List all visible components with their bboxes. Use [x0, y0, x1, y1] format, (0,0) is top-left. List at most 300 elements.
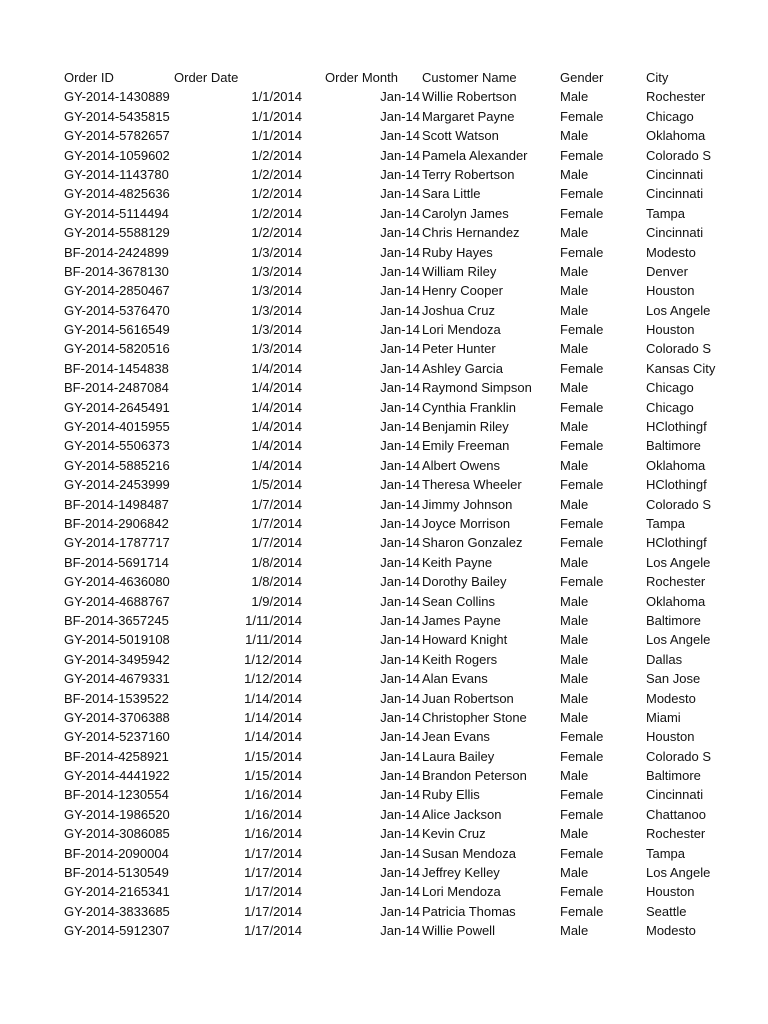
gender-cell[interactable]: Male: [560, 166, 589, 182]
order-date-cell[interactable]: 1/7/2014: [251, 535, 302, 551]
customer-name-cell[interactable]: Laura Bailey: [422, 748, 495, 764]
customer-name-cell[interactable]: Keith Rogers: [422, 651, 498, 667]
gender-cell[interactable]: Female: [560, 845, 604, 861]
order-date-cell[interactable]: 1/4/2014: [251, 380, 302, 396]
gender-cell[interactable]: Male: [560, 283, 589, 299]
city-cell[interactable]: Oklahoma: [646, 593, 706, 609]
city-cell[interactable]: Cincinnati: [646, 225, 704, 241]
order-date-cell[interactable]: 1/4/2014: [251, 438, 302, 454]
city-cell[interactable]: Houston: [646, 729, 695, 745]
customer-name-cell[interactable]: Theresa Wheeler: [422, 477, 522, 493]
table-row: [0, 436, 768, 455]
order-id-cell[interactable]: BF-2014-2487084: [64, 380, 169, 396]
table-row: [0, 378, 768, 397]
gender-cell[interactable]: Female: [560, 903, 604, 919]
order-month-cell[interactable]: Jan-14: [380, 865, 420, 881]
customer-name-cell[interactable]: Joshua Cruz: [422, 302, 495, 318]
city-cell[interactable]: Cincinnati: [646, 787, 704, 803]
customer-name-cell[interactable]: Sean Collins: [422, 593, 495, 609]
gender-cell[interactable]: Female: [560, 535, 604, 551]
customer-name-cell[interactable]: Lori Mendoza: [422, 322, 501, 338]
order-id-cell[interactable]: BF-2014-3657245: [64, 612, 169, 628]
gender-cell[interactable]: Male: [560, 865, 589, 881]
gender-cell[interactable]: Female: [560, 244, 604, 260]
table-row: [0, 650, 768, 669]
gender-cell[interactable]: Female: [560, 806, 604, 822]
city-cell[interactable]: HClothingf: [646, 535, 707, 551]
order-date-cell[interactable]: 1/8/2014: [251, 554, 302, 570]
order-month-cell[interactable]: Jan-14: [380, 903, 420, 919]
table-row: [0, 553, 768, 572]
order-id-cell[interactable]: GY-2014-5885216: [64, 457, 170, 473]
table-row: [0, 805, 768, 824]
order-date-cell[interactable]: 1/1/2014: [251, 108, 302, 124]
city-cell[interactable]: Colorado S: [646, 748, 712, 764]
table-row: [0, 727, 768, 746]
order-date-cell[interactable]: 1/7/2014: [251, 515, 302, 531]
order-month-cell[interactable]: Jan-14: [380, 806, 420, 822]
city-cell[interactable]: Modesto: [646, 923, 696, 939]
header-order-date[interactable]: Order Date: [174, 70, 239, 85]
customer-name-cell[interactable]: Emily Freeman: [422, 438, 510, 454]
city-cell[interactable]: Houston: [646, 884, 695, 900]
city-cell[interactable]: Miami: [646, 709, 681, 725]
order-id-cell[interactable]: GY-2014-1787717: [64, 535, 170, 551]
customer-name-cell[interactable]: William Riley: [422, 263, 497, 279]
order-id-cell[interactable]: GY-2014-1986520: [64, 806, 170, 822]
city-cell[interactable]: Baltimore: [646, 612, 701, 628]
city-cell[interactable]: Chicago: [646, 399, 694, 415]
order-month-cell[interactable]: Jan-14: [380, 341, 420, 357]
order-id-cell[interactable]: BF-2014-5130549: [64, 865, 169, 881]
order-date-cell[interactable]: 1/12/2014: [244, 671, 302, 687]
table-row: [0, 223, 768, 242]
gender-cell[interactable]: Female: [560, 884, 604, 900]
order-month-cell[interactable]: Jan-14: [380, 496, 420, 512]
order-month-cell[interactable]: Jan-14: [380, 477, 420, 493]
order-month-cell[interactable]: Jan-14: [380, 787, 420, 803]
table-row: [0, 630, 768, 649]
order-id-cell[interactable]: GY-2014-4688767: [64, 593, 170, 609]
customer-name-cell[interactable]: Christopher Stone: [422, 709, 527, 725]
order-id-cell[interactable]: GY-2014-4825636: [64, 186, 170, 202]
gender-cell[interactable]: Male: [560, 671, 589, 687]
order-month-cell[interactable]: Jan-14: [380, 748, 420, 764]
gender-cell[interactable]: Female: [560, 186, 604, 202]
gender-cell[interactable]: Female: [560, 477, 604, 493]
order-date-cell[interactable]: 1/17/2014: [244, 845, 302, 861]
city-cell[interactable]: HClothingf: [646, 419, 707, 435]
city-cell[interactable]: Modesto: [646, 244, 696, 260]
city-cell[interactable]: Chicago: [646, 108, 694, 124]
gender-cell[interactable]: Female: [560, 322, 604, 338]
table-row: [0, 398, 768, 417]
customer-name-cell[interactable]: Patricia Thomas: [422, 903, 516, 919]
order-month-cell[interactable]: Jan-14: [380, 205, 420, 221]
gender-cell[interactable]: Female: [560, 205, 604, 221]
customer-name-cell[interactable]: Chris Hernandez: [422, 225, 520, 241]
city-cell[interactable]: Seattle: [646, 903, 687, 919]
order-date-cell[interactable]: 1/4/2014: [251, 399, 302, 415]
city-cell[interactable]: Kansas City: [646, 360, 716, 376]
spreadsheet: [0, 68, 768, 941]
gender-cell[interactable]: Male: [560, 632, 589, 648]
table-row: [0, 204, 768, 223]
order-id-cell[interactable]: BF-2014-4258921: [64, 748, 169, 764]
order-id-cell[interactable]: GY-2014-2850467: [64, 283, 170, 299]
order-month-cell[interactable]: Jan-14: [380, 651, 420, 667]
order-id-cell[interactable]: GY-2014-5019108: [64, 632, 170, 648]
order-date-cell[interactable]: 1/3/2014: [251, 322, 302, 338]
order-id-cell[interactable]: GY-2014-5506373: [64, 438, 170, 454]
order-id-cell[interactable]: GY-2014-5237160: [64, 729, 170, 745]
order-month-cell[interactable]: Jan-14: [380, 729, 420, 745]
order-month-cell[interactable]: Jan-14: [380, 690, 420, 706]
order-id-cell[interactable]: BF-2014-2906842: [64, 515, 169, 531]
order-date-cell[interactable]: 1/15/2014: [244, 768, 302, 784]
customer-name-cell[interactable]: Jimmy Johnson: [422, 496, 513, 512]
order-date-cell[interactable]: 1/3/2014: [251, 341, 302, 357]
gender-cell[interactable]: Female: [560, 438, 604, 454]
customer-name-cell[interactable]: Juan Robertson: [422, 690, 514, 706]
city-cell[interactable]: Colorado S: [646, 496, 712, 512]
city-cell[interactable]: Los Angele: [646, 554, 711, 570]
gender-cell[interactable]: Male: [560, 651, 589, 667]
city-cell[interactable]: Dallas: [646, 651, 683, 667]
order-month-cell[interactable]: Jan-14: [380, 399, 420, 415]
table-row: [0, 533, 768, 552]
table-row: [0, 592, 768, 611]
city-cell[interactable]: Denver: [646, 263, 688, 279]
order-date-cell[interactable]: 1/17/2014: [244, 865, 302, 881]
city-cell[interactable]: Tampa: [646, 845, 686, 861]
customer-name-cell[interactable]: Benjamin Riley: [422, 419, 509, 435]
order-id-cell[interactable]: GY-2014-1430889: [64, 89, 170, 105]
order-date-cell[interactable]: 1/12/2014: [244, 651, 302, 667]
order-date-cell[interactable]: 1/1/2014: [251, 89, 302, 105]
order-month-cell[interactable]: Jan-14: [380, 89, 420, 105]
order-id-cell[interactable]: GY-2014-2453999: [64, 477, 170, 493]
header-order-id[interactable]: Order ID: [64, 70, 114, 85]
gender-cell[interactable]: Male: [560, 457, 589, 473]
header-city[interactable]: City: [646, 70, 669, 85]
order-date-cell[interactable]: 1/3/2014: [251, 283, 302, 299]
gender-cell[interactable]: Female: [560, 147, 604, 163]
gender-cell[interactable]: Male: [560, 923, 589, 939]
city-cell[interactable]: Rochester: [646, 89, 706, 105]
customer-name-cell[interactable]: Scott Watson: [422, 128, 499, 144]
order-month-cell[interactable]: Jan-14: [380, 923, 420, 939]
order-id-cell[interactable]: GY-2014-3086085: [64, 826, 170, 842]
city-cell[interactable]: Oklahoma: [646, 128, 706, 144]
order-id-cell[interactable]: GY-2014-5435815: [64, 108, 170, 124]
header-gender[interactable]: Gender: [560, 70, 604, 85]
customer-name-cell[interactable]: Howard Knight: [422, 632, 508, 648]
customer-name-cell[interactable]: Alan Evans: [422, 671, 488, 687]
city-cell[interactable]: Tampa: [646, 515, 686, 531]
gender-cell[interactable]: Male: [560, 419, 589, 435]
city-cell[interactable]: Modesto: [646, 690, 696, 706]
order-date-cell[interactable]: 1/7/2014: [251, 496, 302, 512]
order-month-cell[interactable]: Jan-14: [380, 671, 420, 687]
table-row: [0, 572, 768, 591]
order-month-cell[interactable]: Jan-14: [380, 419, 420, 435]
gender-cell[interactable]: Female: [560, 787, 604, 803]
order-date-cell[interactable]: 1/3/2014: [251, 263, 302, 279]
order-date-cell[interactable]: 1/3/2014: [251, 302, 302, 318]
order-month-cell[interactable]: Jan-14: [380, 380, 420, 396]
customer-name-cell[interactable]: Ruby Ellis: [422, 787, 480, 803]
customer-name-cell[interactable]: Dorothy Bailey: [422, 574, 507, 590]
order-id-cell[interactable]: GY-2014-4015955: [64, 419, 170, 435]
table-row: [0, 320, 768, 339]
order-month-cell[interactable]: Jan-14: [380, 186, 420, 202]
order-month-cell[interactable]: Jan-14: [380, 593, 420, 609]
header-customer-name[interactable]: Customer Name: [422, 70, 517, 85]
order-id-cell[interactable]: GY-2014-5376470: [64, 302, 170, 318]
order-date-cell[interactable]: 1/4/2014: [251, 419, 302, 435]
order-month-cell[interactable]: Jan-14: [380, 128, 420, 144]
city-cell[interactable]: Colorado S: [646, 147, 712, 163]
customer-name-cell[interactable]: Peter Hunter: [422, 341, 496, 357]
order-month-cell[interactable]: Jan-14: [380, 515, 420, 531]
order-id-cell[interactable]: GY-2014-5782657: [64, 128, 170, 144]
customer-name-cell[interactable]: Ruby Hayes: [422, 244, 493, 260]
table-row: [0, 243, 768, 262]
order-month-cell[interactable]: Jan-14: [380, 768, 420, 784]
order-month-cell[interactable]: Jan-14: [380, 360, 420, 376]
order-month-cell[interactable]: Jan-14: [380, 554, 420, 570]
order-month-cell[interactable]: Jan-14: [380, 147, 420, 163]
table-row: [0, 165, 768, 184]
city-cell[interactable]: Los Angele: [646, 632, 711, 648]
gender-cell[interactable]: Male: [560, 768, 589, 784]
customer-name-cell[interactable]: Sharon Gonzalez: [422, 535, 523, 551]
order-date-cell[interactable]: 1/2/2014: [251, 225, 302, 241]
table-row: [0, 514, 768, 533]
gender-cell[interactable]: Female: [560, 360, 604, 376]
gender-cell[interactable]: Male: [560, 89, 589, 105]
gender-cell[interactable]: Female: [560, 748, 604, 764]
gender-cell[interactable]: Male: [560, 826, 589, 842]
table-row: [0, 417, 768, 436]
order-id-cell[interactable]: GY-2014-3706388: [64, 709, 170, 725]
gender-cell[interactable]: Male: [560, 690, 589, 706]
city-cell[interactable]: Chattanoo: [646, 806, 706, 822]
order-id-cell[interactable]: BF-2014-5691714: [64, 554, 169, 570]
header-row: [0, 68, 768, 87]
order-month-cell[interactable]: Jan-14: [380, 709, 420, 725]
table-row: [0, 747, 768, 766]
gender-cell[interactable]: Male: [560, 612, 589, 628]
customer-name-cell[interactable]: Pamela Alexander: [422, 147, 528, 163]
gender-cell[interactable]: Female: [560, 108, 604, 124]
customer-name-cell[interactable]: Kevin Cruz: [422, 826, 486, 842]
city-cell[interactable]: Baltimore: [646, 768, 701, 784]
table-row: [0, 184, 768, 203]
order-month-cell[interactable]: Jan-14: [380, 845, 420, 861]
order-id-cell[interactable]: BF-2014-1454838: [64, 360, 169, 376]
order-month-cell[interactable]: Jan-14: [380, 283, 420, 299]
order-date-cell[interactable]: 1/17/2014: [244, 884, 302, 900]
table-row: [0, 824, 768, 843]
order-date-cell[interactable]: 1/4/2014: [251, 457, 302, 473]
order-id-cell[interactable]: GY-2014-2165341: [64, 884, 170, 900]
order-date-cell[interactable]: 1/16/2014: [244, 806, 302, 822]
city-cell[interactable]: Cincinnati: [646, 186, 704, 202]
customer-name-cell[interactable]: Jeffrey Kelley: [422, 865, 500, 881]
table-row: [0, 708, 768, 727]
customer-name-cell[interactable]: Joyce Morrison: [422, 515, 511, 531]
order-date-cell[interactable]: 1/9/2014: [251, 593, 302, 609]
customer-name-cell[interactable]: Albert Owens: [422, 457, 501, 473]
header-order-month[interactable]: Order Month: [325, 70, 398, 85]
customer-name-cell[interactable]: James Payne: [422, 612, 501, 628]
order-month-cell[interactable]: Jan-14: [380, 322, 420, 338]
gender-cell[interactable]: Male: [560, 380, 589, 396]
order-date-cell[interactable]: 1/2/2014: [251, 166, 302, 182]
order-date-cell[interactable]: 1/11/2014: [245, 612, 302, 628]
table-row: [0, 669, 768, 688]
gender-cell[interactable]: Female: [560, 515, 604, 531]
customer-name-cell[interactable]: Raymond Simpson: [422, 380, 532, 396]
city-cell[interactable]: Colorado S: [646, 341, 712, 357]
gender-cell[interactable]: Male: [560, 709, 589, 725]
customer-name-cell[interactable]: Susan Mendoza: [422, 845, 516, 861]
gender-cell[interactable]: Male: [560, 225, 589, 241]
customer-name-cell[interactable]: Ashley Garcia: [422, 360, 503, 376]
order-id-cell[interactable]: BF-2014-3678130: [64, 263, 169, 279]
city-cell[interactable]: HClothingf: [646, 477, 707, 493]
order-id-cell[interactable]: GY-2014-1059602: [64, 147, 170, 163]
order-date-cell[interactable]: 1/14/2014: [244, 709, 302, 725]
order-month-cell[interactable]: Jan-14: [380, 108, 420, 124]
order-date-cell[interactable]: 1/16/2014: [244, 787, 302, 803]
gender-cell[interactable]: Female: [560, 399, 604, 415]
order-date-cell[interactable]: 1/17/2014: [244, 923, 302, 939]
customer-name-cell[interactable]: Jean Evans: [422, 729, 490, 745]
city-cell[interactable]: Los Angele: [646, 302, 711, 318]
gender-cell[interactable]: Male: [560, 128, 589, 144]
city-cell[interactable]: Tampa: [646, 205, 686, 221]
order-id-cell[interactable]: GY-2014-4636080: [64, 574, 170, 590]
order-id-cell[interactable]: GY-2014-5616549: [64, 322, 170, 338]
city-cell[interactable]: Rochester: [646, 826, 706, 842]
order-id-cell[interactable]: BF-2014-2090004: [64, 845, 169, 861]
gender-cell[interactable]: Male: [560, 593, 589, 609]
order-id-cell[interactable]: BF-2014-1230554: [64, 787, 169, 803]
gender-cell[interactable]: Male: [560, 302, 589, 318]
customer-name-cell[interactable]: Carolyn James: [422, 205, 509, 221]
order-month-cell[interactable]: Jan-14: [380, 166, 420, 182]
city-cell[interactable]: Chicago: [646, 380, 694, 396]
order-date-cell[interactable]: 1/2/2014: [251, 186, 302, 202]
customer-name-cell[interactable]: Henry Cooper: [422, 283, 503, 299]
customer-name-cell[interactable]: Willie Powell: [422, 923, 495, 939]
customer-name-cell[interactable]: Brandon Peterson: [422, 768, 527, 784]
order-id-cell[interactable]: GY-2014-1143780: [64, 166, 169, 182]
gender-cell[interactable]: Female: [560, 574, 604, 590]
order-month-cell[interactable]: Jan-14: [380, 263, 420, 279]
table-row: [0, 146, 768, 165]
order-id-cell[interactable]: GY-2014-5114494: [64, 205, 169, 221]
gender-cell[interactable]: Male: [560, 496, 589, 512]
order-date-cell[interactable]: 1/1/2014: [251, 128, 302, 144]
table-row: [0, 766, 768, 785]
customer-name-cell[interactable]: Sara Little: [422, 186, 481, 202]
table-row: [0, 359, 768, 378]
city-cell[interactable]: San Jose: [646, 671, 701, 687]
order-month-cell[interactable]: Jan-14: [380, 574, 420, 590]
order-date-cell[interactable]: 1/4/2014: [251, 360, 302, 376]
order-date-cell[interactable]: 1/3/2014: [251, 244, 302, 260]
order-date-cell[interactable]: 1/15/2014: [244, 748, 302, 764]
gender-cell[interactable]: Female: [560, 729, 604, 745]
table-row: [0, 301, 768, 320]
order-date-cell[interactable]: 1/17/2014: [244, 903, 302, 919]
order-month-cell[interactable]: Jan-14: [380, 225, 420, 241]
order-date-cell[interactable]: 1/16/2014: [244, 826, 302, 842]
customer-name-cell[interactable]: Terry Robertson: [422, 166, 515, 182]
order-month-cell[interactable]: Jan-14: [380, 535, 420, 551]
customer-name-cell[interactable]: Lori Mendoza: [422, 884, 501, 900]
order-month-cell[interactable]: Jan-14: [380, 302, 420, 318]
city-cell[interactable]: Oklahoma: [646, 457, 706, 473]
gender-cell[interactable]: Male: [560, 554, 589, 570]
order-month-cell[interactable]: Jan-14: [380, 612, 420, 628]
order-id-cell[interactable]: GY-2014-5588129: [64, 225, 170, 241]
city-cell[interactable]: Houston: [646, 283, 695, 299]
customer-name-cell[interactable]: Willie Robertson: [422, 89, 517, 105]
order-date-cell[interactable]: 1/2/2014: [251, 147, 302, 163]
order-id-cell[interactable]: GY-2014-4441922: [64, 768, 170, 784]
order-date-cell[interactable]: 1/8/2014: [251, 574, 302, 590]
customer-name-cell[interactable]: Margaret Payne: [422, 108, 515, 124]
order-date-cell[interactable]: 1/14/2014: [244, 729, 302, 745]
order-month-cell[interactable]: Jan-14: [380, 244, 420, 260]
city-cell[interactable]: Los Angele: [646, 865, 711, 881]
gender-cell[interactable]: Male: [560, 263, 589, 279]
order-id-cell[interactable]: GY-2014-5820516: [64, 341, 170, 357]
order-id-cell[interactable]: GY-2014-3833685: [64, 903, 170, 919]
customer-name-cell[interactable]: Alice Jackson: [422, 806, 502, 822]
order-month-cell[interactable]: Jan-14: [380, 826, 420, 842]
order-month-cell[interactable]: Jan-14: [380, 884, 420, 900]
city-cell[interactable]: Rochester: [646, 574, 706, 590]
order-id-cell[interactable]: GY-2014-5912307: [64, 923, 170, 939]
order-id-cell[interactable]: BF-2014-1498487: [64, 496, 169, 512]
order-date-cell[interactable]: 1/5/2014: [251, 477, 302, 493]
order-date-cell[interactable]: 1/2/2014: [251, 205, 302, 221]
order-month-cell[interactable]: Jan-14: [380, 632, 420, 648]
order-id-cell[interactable]: GY-2014-2645491: [64, 399, 170, 415]
city-cell[interactable]: Cincinnati: [646, 166, 704, 182]
city-cell[interactable]: Houston: [646, 322, 695, 338]
order-id-cell[interactable]: GY-2014-3495942: [64, 651, 170, 667]
customer-name-cell[interactable]: Cynthia Franklin: [422, 399, 516, 415]
order-id-cell[interactable]: BF-2014-2424899: [64, 244, 169, 260]
gender-cell[interactable]: Male: [560, 341, 589, 357]
city-cell[interactable]: Baltimore: [646, 438, 701, 454]
order-month-cell[interactable]: Jan-14: [380, 438, 420, 454]
table-row: [0, 339, 768, 358]
order-date-cell[interactable]: 1/11/2014: [245, 632, 302, 648]
order-month-cell[interactable]: Jan-14: [380, 457, 420, 473]
order-id-cell[interactable]: GY-2014-4679331: [64, 671, 170, 687]
order-date-cell[interactable]: 1/14/2014: [244, 690, 302, 706]
customer-name-cell[interactable]: Keith Payne: [422, 554, 493, 570]
order-id-cell[interactable]: BF-2014-1539522: [64, 690, 169, 706]
